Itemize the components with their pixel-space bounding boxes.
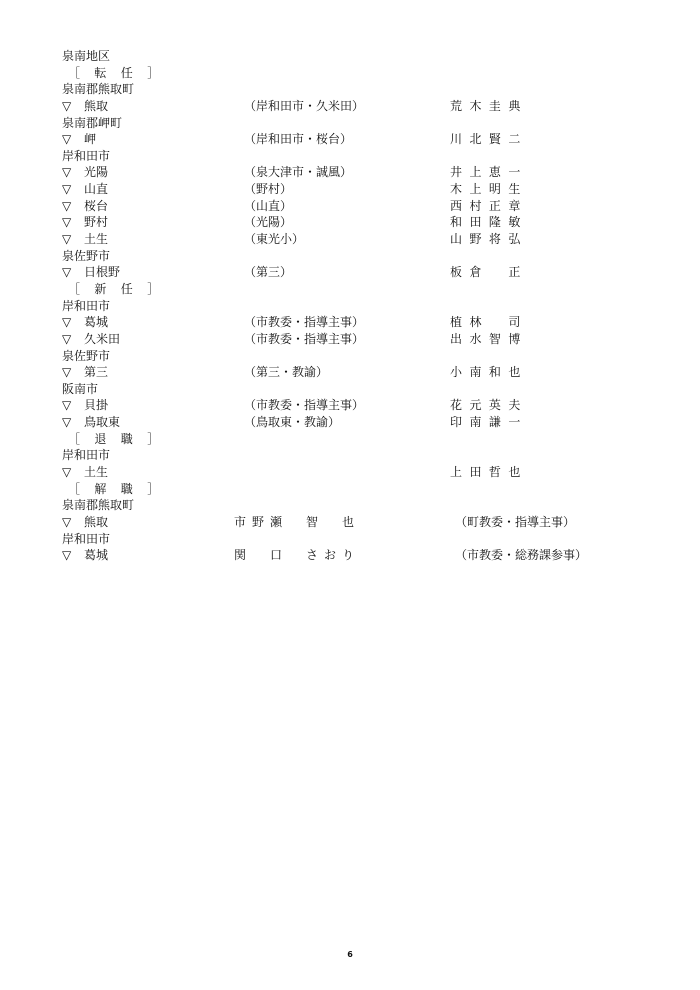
- triangle-marker-icon: ▽: [62, 215, 72, 230]
- person-name: 植林 司: [450, 315, 528, 330]
- triangle-marker-icon: ▽: [62, 265, 72, 280]
- previous-post: （第三）: [244, 265, 293, 280]
- category-heading: ［ 退 職 ］: [68, 431, 161, 446]
- school-name: 熊取: [84, 98, 109, 113]
- person-name: 和田隆敏: [450, 215, 528, 230]
- triangle-marker-icon: ▽: [62, 182, 72, 197]
- category-heading: ［ 新 任 ］: [68, 281, 161, 296]
- person-name: 市野瀬 智 也: [234, 514, 361, 529]
- personnel-list: [62, 48, 662, 564]
- school-name: 久米田: [84, 331, 121, 346]
- previous-post: （山直）: [244, 198, 293, 213]
- school-name: 土生: [84, 465, 109, 480]
- school-name: 桜台: [84, 198, 109, 213]
- triangle-marker-icon: ▽: [62, 548, 72, 563]
- person-name: 荒木圭典: [450, 98, 528, 113]
- previous-post: （野村）: [244, 182, 293, 197]
- triangle-marker-icon: ▽: [62, 365, 72, 380]
- previous-post: （鳥取東・教諭）: [244, 415, 341, 430]
- personnel-entry: [62, 514, 662, 531]
- previous-post: （東光小）: [244, 232, 305, 247]
- personnel-entry: [62, 464, 662, 481]
- personnel-entry: [62, 164, 662, 181]
- personnel-entry: [62, 331, 662, 348]
- triangle-marker-icon: ▽: [62, 331, 72, 346]
- personnel-entry: [62, 547, 662, 564]
- previous-post: （第三・教諭）: [244, 365, 329, 380]
- school-name: 岬: [84, 132, 97, 147]
- region-heading: 阪南市: [62, 381, 99, 396]
- new-post: （町教委・指導主事）: [455, 514, 576, 529]
- person-name: 印南謙一: [450, 415, 528, 430]
- previous-post: （泉大津市・誠風）: [244, 165, 353, 180]
- triangle-marker-icon: ▽: [62, 165, 72, 180]
- page-number: 6: [347, 950, 353, 959]
- person-name: 木上明生: [450, 182, 528, 197]
- person-name: 出水智博: [450, 331, 528, 346]
- previous-post: （市教委・指導主事）: [244, 398, 365, 413]
- personnel-entry: [62, 314, 662, 331]
- person-name: 上田哲也: [450, 465, 528, 480]
- region-heading: 泉南郡熊取町: [62, 82, 135, 97]
- region-heading: 泉南地区: [62, 49, 111, 63]
- region-heading: 岸和田市: [62, 448, 111, 463]
- region-heading: 岸和田市: [62, 148, 111, 163]
- school-name: 葛城: [84, 315, 109, 330]
- school-name: 土生: [84, 232, 109, 247]
- person-name: 関 口 さおり: [234, 548, 361, 563]
- school-name: 貝掛: [84, 398, 109, 413]
- region-heading: 岸和田市: [62, 298, 111, 313]
- new-post: （市教委・総務課参事）: [455, 548, 588, 563]
- school-name: 熊取: [84, 514, 109, 529]
- personnel-entry: [62, 198, 662, 215]
- personnel-entry: [62, 131, 662, 148]
- previous-post: （光陽）: [244, 215, 293, 230]
- school-name: 葛城: [84, 548, 109, 563]
- triangle-marker-icon: ▽: [62, 132, 72, 147]
- person-name: 山野将弘: [450, 232, 528, 247]
- personnel-entry: [62, 414, 662, 431]
- triangle-marker-icon: ▽: [62, 465, 72, 480]
- region-heading: 泉佐野市: [62, 348, 111, 363]
- triangle-marker-icon: ▽: [62, 198, 72, 213]
- person-name: 小南和也: [450, 365, 528, 380]
- school-name: 鳥取東: [84, 415, 121, 430]
- personnel-entry: [62, 264, 662, 281]
- triangle-marker-icon: ▽: [62, 398, 72, 413]
- school-name: 山直: [84, 182, 109, 197]
- personnel-entry: [62, 397, 662, 414]
- person-name: 西村正章: [450, 198, 528, 213]
- region-heading: 泉佐野市: [62, 248, 111, 263]
- previous-post: （岸和田市・久米田）: [244, 98, 365, 113]
- region-heading: 泉南郡岬町: [62, 115, 123, 130]
- triangle-marker-icon: ▽: [62, 232, 72, 247]
- person-name: 井上恵一: [450, 165, 528, 180]
- school-name: 光陽: [84, 165, 109, 180]
- category-heading: ［ 転 任 ］: [68, 65, 161, 80]
- triangle-marker-icon: ▽: [62, 514, 72, 529]
- previous-post: （市教委・指導主事）: [244, 331, 365, 346]
- triangle-marker-icon: ▽: [62, 98, 72, 113]
- school-name: 日根野: [84, 265, 121, 280]
- personnel-entry: [62, 214, 662, 231]
- category-heading: ［ 解 職 ］: [68, 481, 161, 496]
- person-name: 板倉 正: [450, 265, 528, 280]
- personnel-entry: [62, 364, 662, 381]
- school-name: 第三: [84, 365, 109, 380]
- person-name: 花元英夫: [450, 398, 528, 413]
- triangle-marker-icon: ▽: [62, 315, 72, 330]
- person-name: 川北賢二: [450, 132, 528, 147]
- triangle-marker-icon: ▽: [62, 415, 72, 430]
- personnel-entry: [62, 98, 662, 115]
- previous-post: （市教委・指導主事）: [244, 315, 365, 330]
- previous-post: （岸和田市・桜台）: [244, 132, 353, 147]
- school-name: 野村: [84, 215, 109, 230]
- region-heading: 岸和田市: [62, 531, 111, 546]
- personnel-entry: [62, 181, 662, 198]
- region-heading: 泉南郡熊取町: [62, 498, 135, 513]
- personnel-entry: [62, 231, 662, 248]
